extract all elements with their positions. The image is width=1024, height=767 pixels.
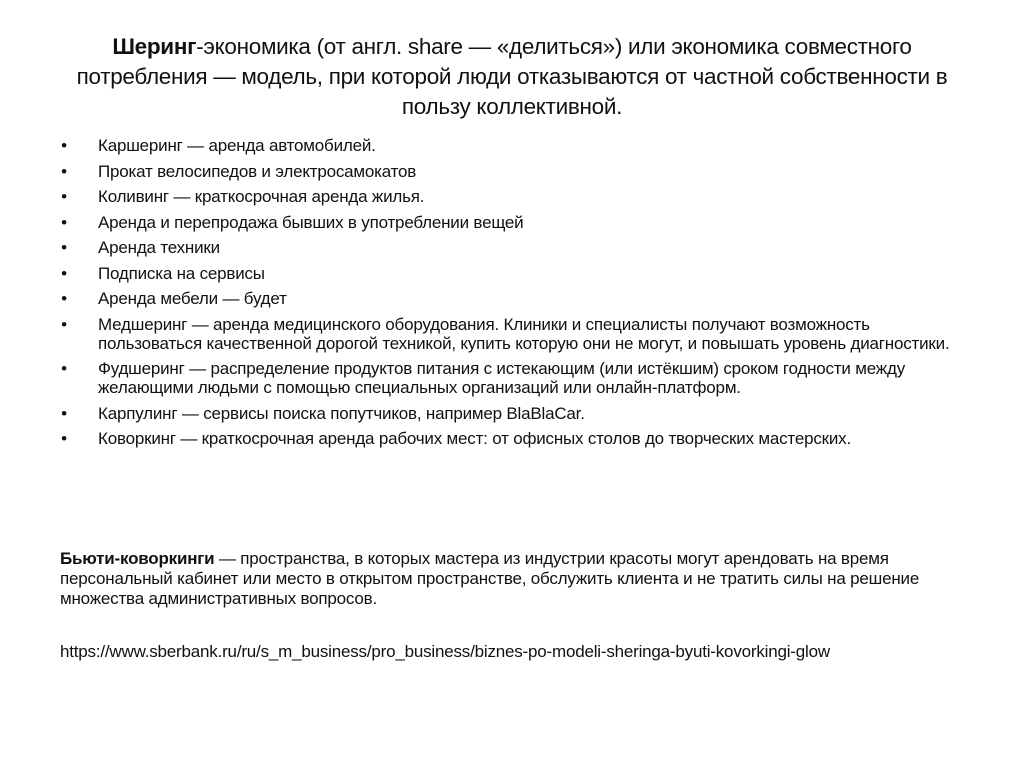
bullet-icon: • [61, 403, 67, 423]
list-item-text: Прокат велосипедов и электросамокатов [98, 161, 417, 181]
list-item-text: Подписка на сервисы [98, 263, 265, 283]
list-item-text: Коворкинг — краткосрочная аренда рабочих мест: от офисных столов до творческих мастерских. [98, 429, 851, 448]
bullet-icon: • [61, 136, 67, 155]
list-item [58, 429, 958, 448]
bullet-icon: • [61, 359, 67, 378]
slide-title [60, 32, 964, 122]
list-item [58, 359, 958, 397]
list-item [58, 238, 958, 257]
list-item [58, 404, 958, 423]
bullet-icon: • [61, 314, 67, 334]
title-bold-term: Шеринг [112, 34, 197, 59]
bullet-icon: • [61, 187, 67, 206]
list-item-text: Аренда мебели — будет [98, 289, 287, 308]
list-item-text: Аренда и перепродажа бывших в употреблении вещей [98, 212, 524, 232]
bullet-icon: • [61, 238, 67, 257]
list-item-text: Аренда техники [98, 238, 220, 257]
bullet-icon: • [61, 212, 67, 232]
list-item [58, 264, 958, 283]
list-item [58, 136, 958, 155]
list-item [58, 162, 958, 181]
title-definition: -экономика (от англ. share — «делиться») или экономика совместного потребления — модель, при которой люди отказываются от частной собственности в пользу коллективной. [76, 34, 948, 119]
list-item-text: Коливинг — краткосрочная аренда жилья. [98, 187, 425, 206]
list-item-text: Каршеринг — аренда автомобилей. [98, 136, 376, 155]
list-item-text: Карпулинг — сервисы поиска попутчиков, например BlaBlaCar. [98, 403, 585, 423]
list-item-text: Фудшеринг — распределение продуктов питания с истекающим (или истёкшим) сроком годности между желающими людьми с помощью специальных организаций или онлайн-платформ. [98, 359, 905, 397]
bullet-icon: • [61, 429, 67, 448]
list-item [58, 213, 958, 232]
source-link: https://www.sberbank.ru/ru/s_m_business/pro_business/biznes-po-modeli-sheringa-byuti-kovorkingi-glow [60, 642, 830, 661]
list-item [58, 187, 958, 206]
bullet-icon: • [61, 289, 67, 308]
bullet-icon: • [61, 161, 67, 181]
beauty-coworking-paragraph [60, 549, 970, 609]
list-item [58, 289, 958, 308]
beauty-coworking-definition: — пространства, в которых мастера из индустрии красоты могут арендовать на время персональный кабинет или место в открытом пространстве, обслужить клиента и не тратить силы на решение множества административных вопросов. [60, 549, 920, 608]
sharing-types-list [58, 136, 958, 455]
beauty-coworking-term: Бьюти-коворкинги [60, 549, 215, 568]
bullet-icon: • [61, 263, 67, 283]
list-item-text: Медшеринг — аренда медицинского оборудования. Клиники и специалисты получают возможность пользоваться качественной дорогой техникой, купить которую они не могут, и повышать уровень диагностики. [98, 314, 950, 353]
list-item [58, 315, 958, 353]
